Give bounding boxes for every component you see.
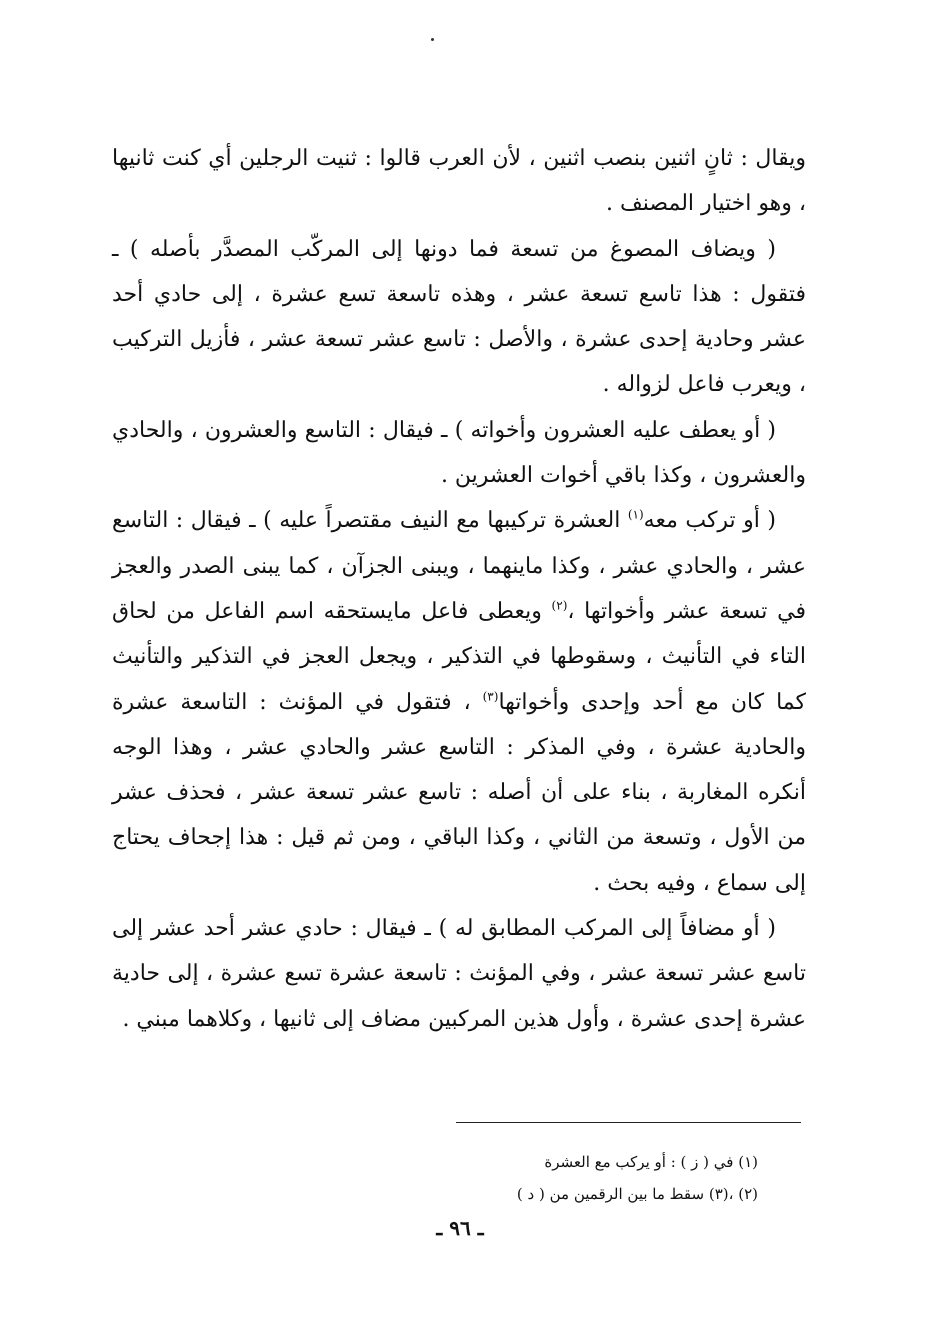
paragraph [112,498,806,906]
scan-speck [431,38,434,41]
paragraph-text: ، فتقول في المؤنث : التاسعة عشرة والحادية عشرة ، وفي المذكر : التاسع عشر والحادي عشر ، وهذا الوجه أنكره المغاربة ، بناء على أن أصله : تاسع عشر تسعة عشر ، فحذف عشر من الأول ، وتسعة من الثاني ، وكذا الباقي ، ومن ثم قيل : هذا إجحاف يحتاج إلى سماع ، وفيه بحث . [112,689,806,896]
paragraph-text: ( أو يعطف عليه العشرون وأخواته ) ـ فيقال : التاسع والعشرون ، والحادي والعشرون ، وكذا باقي أخوات العشرين . [112,417,806,489]
paragraph-text: ( أو مضافاً إلى المركب المطابق له ) ـ فيقال : حادي عشر أحد عشر إلى تاسع عشر تسعة عشر ، وفي المؤنث : تاسعة عشرة تسع عشرة ، إلى حادية عشرة إحدى عشرة ، وأول هذين المركبين مضاف إلى ثانيها ، وكلاهما مبني . [112,916,806,1032]
paragraph-text: ( ويضاف المصوغ من تسعة فما دونها إلى المركّب المصدَّر بأصله ) ـ فتقول : هذا تاسع تسعة عشر ، وهذه تاسعة تسع عشرة ، إلى حادي أحد عشر وحادية إحدى عشرة ، والأصل : تاسع عشر تسعة عشر ، فأزيل التركيب ، ويعرب فاعل لزواله . [112,236,806,398]
paragraph-text: ويقال : ثانٍ اثنين بنصب اثنين ، لأن العرب قالوا : ثنيت الرجلين أي كنت ثانيها ، وهو اختيار المصنف . [112,146,806,217]
paragraph [112,227,806,408]
paragraph [112,408,806,499]
paragraph-text: العشرة تركيبها مع النيف مقتصراً عليه ) ـ فيقال : التاسع عشر ، والحادي عشر ، وكذا ماينهما ، ويبنى الجزآن ، كما يبنى الصدر والعجز في تسعة عشر وأخواتها ، [112,508,806,624]
footnote-1: (١) في ( ز ) : أو يركب مع العشرة [544,1153,758,1171]
footnote-ref[interactable]: (١) [627,508,644,523]
footnote-ref[interactable]: (٣) [482,689,499,704]
paragraph-text: ويعطى فاعل مايستحقه اسم الفاعل من لحاق التاء في التأنيث ، وسقوطها في التذكير ، ويجعل العجز في التذكير والتأنيث كما كان مع أحد وإحدى وأخواتها [112,598,806,715]
body-text [112,136,806,1042]
footnotes [456,1146,758,1210]
footnote-separator [456,1122,801,1123]
footnote-ref[interactable]: (٢) [551,598,568,613]
footnote-2: (٢) ،(٣) سقط ما بين الرقمين من ( د ) [516,1185,758,1203]
paragraph-text: ( أو تركب معه [643,508,776,534]
page-number: ـ ٩٦ ـ [436,1216,484,1240]
paragraph [112,906,806,1042]
paragraph [112,136,806,227]
